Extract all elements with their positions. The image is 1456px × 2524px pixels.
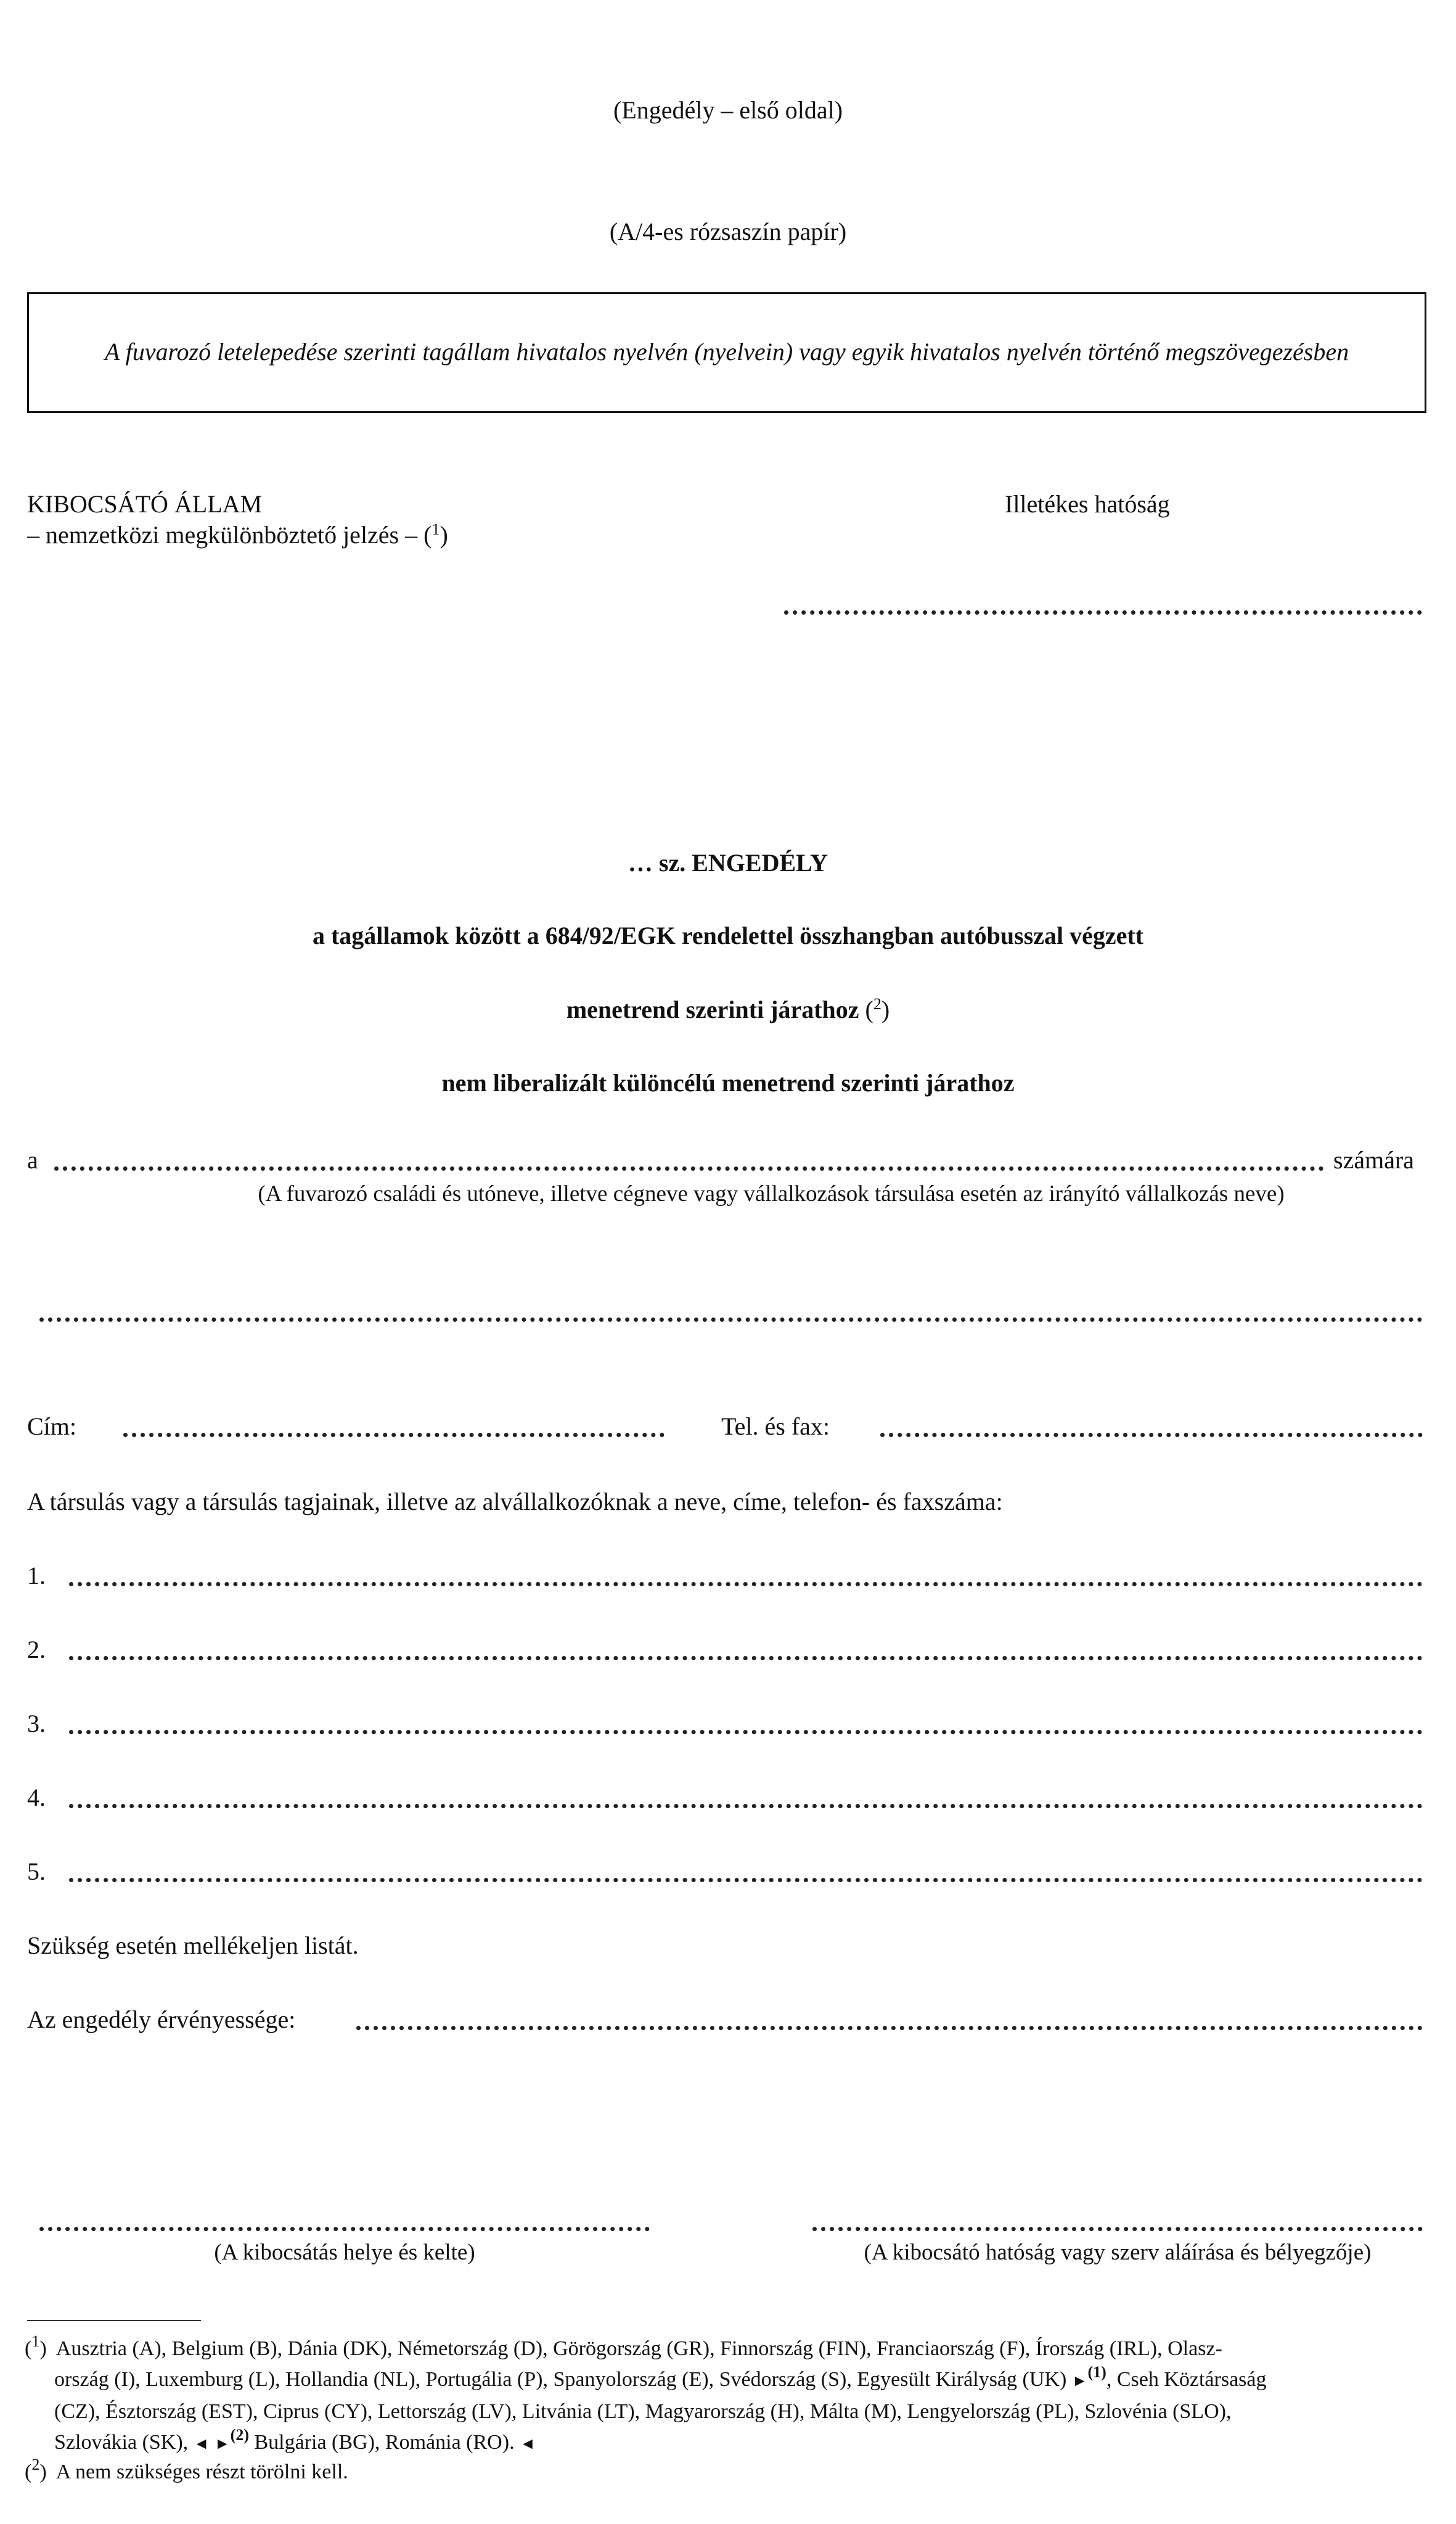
- authority-signature-field[interactable]: [812, 2227, 1423, 2231]
- permit-title-line4: nem liberalizált különcélú menetrend szerinti járathoz: [441, 1069, 1015, 1097]
- validity-label: Az engedély érvényessége:: [27, 2006, 296, 2033]
- member-row-number-5: 5.: [27, 1858, 46, 1885]
- footnote-1-line-2: ország (I), Luxemburg (L), Hollandia (NL), Portugália (P), Spanyolország (E), Svédország (S), Egyesült Királyság (UK) ►$^{(1)}$, Cseh Köztársaság: [54, 2363, 1267, 2391]
- permit-number-title: … sz. ENGEDÉLY: [628, 849, 828, 877]
- tel-fax-field[interactable]: [880, 1433, 1423, 1437]
- language-box: [27, 292, 1426, 413]
- carrier-hint: (A fuvarozó családi és utóneve, illetve cégneve vagy vállalkozások társulása esetén az irányító vállalkozás neve): [258, 1181, 1285, 1207]
- issuing-state-subtitle: – nemzetközi megkülönböztető jelzés – ($^1$): [27, 520, 448, 549]
- member-row-number-4: 4.: [27, 1784, 46, 1811]
- carrier-suffix: számára: [1333, 1146, 1415, 1174]
- place-date-field[interactable]: [39, 2227, 650, 2231]
- footnote-ref-1: 1: [431, 520, 440, 538]
- authority-field[interactable]: [784, 610, 1422, 615]
- permit-title-line3: menetrend szerinti járathoz ($^2$): [566, 995, 890, 1023]
- insert-end-marker-icon-2: ◄: [520, 2435, 536, 2452]
- member-row-field-4[interactable]: [69, 1804, 1423, 1808]
- tel-fax-label: Tel. és fax:: [721, 1412, 830, 1440]
- member-row-field-5[interactable]: [69, 1878, 1423, 1882]
- footnote-1-line-1: ($^1$) Ausztria (A), Belgium (B), Dánia (DK), Németország (D), Görögország (GR), Finnország (FIN), Franciaország (F), Írország (IRL), Olasz-: [25, 2332, 1222, 2360]
- member-row-field-2[interactable]: [69, 1656, 1423, 1660]
- competent-authority-label: Illetékes hatóság: [1005, 490, 1170, 518]
- footnote-2: ($^2$) A nem szükséges részt törölni kell.: [25, 2456, 348, 2483]
- member-row-number-3: 3.: [27, 1710, 46, 1737]
- member-row-field-3[interactable]: [69, 1730, 1423, 1734]
- members-intro: A társulás vagy a társulás tagjainak, illetve az alvállalkozóknak a neve, címe, telefon- és faxszáma:: [27, 1488, 1003, 1515]
- authority-signature-caption: (A kibocsátó hatóság vagy szerv aláírása és bélyegzője): [864, 2240, 1372, 2265]
- footnote-ref-2: 2: [873, 995, 881, 1013]
- address-field[interactable]: [123, 1433, 665, 1437]
- attach-list-note: Szükség esetén mellékeljen listát.: [27, 1932, 359, 1959]
- member-row-number-2: 2.: [27, 1636, 46, 1663]
- footnote-1-line-4: Szlovákia (SK), ◄ ►$^{(2)}$ Bulgária (BG), Románia (RO). ◄: [54, 2426, 536, 2454]
- footnote-1: [25, 2333, 1430, 2459]
- page-label: (Engedély – első oldal): [613, 96, 843, 124]
- insert-start-marker-icon-2: ►: [214, 2435, 231, 2452]
- paper-note: (A/4-es rózsaszín papír): [609, 218, 847, 245]
- footnote-1-line-3: (CZ), Észtország (EST), Ciprus (CY), Lettország (LV), Litvánia (LT), Magyarország (H), Málta (M), Lengyelország (PL), Szlovénia (SLO),: [54, 2400, 1232, 2423]
- validity-field[interactable]: [356, 2026, 1423, 2030]
- member-row-field-1[interactable]: [69, 1582, 1423, 1586]
- permit-title-line2: a tagállamok között a 684/92/EGK rendelettel összhangban autóbusszal végzett: [312, 922, 1144, 949]
- carrier-prefix: a: [27, 1146, 38, 1174]
- insert-start-marker-icon: ►: [1071, 2372, 1088, 2390]
- carrier-name-field-continued[interactable]: [39, 1317, 1423, 1322]
- insert-end-marker-icon: ◄: [193, 2435, 210, 2452]
- carrier-name-field[interactable]: [54, 1166, 1324, 1171]
- place-date-caption: (A kibocsátás helye és kelte): [214, 2240, 475, 2265]
- footnote-separator: [27, 2320, 201, 2321]
- address-label: Cím:: [27, 1412, 77, 1440]
- member-row-number-1: 1.: [27, 1562, 46, 1589]
- issuing-state-label: KIBOCSÁTÓ ÁLLAM: [27, 490, 263, 518]
- language-box-text: A fuvarozó letelepedése szerinti tagállam hivatalos nyelvén (nyelvein) vagy egyik hivatalos nyelvén történő megszövegezésben: [104, 338, 1349, 366]
